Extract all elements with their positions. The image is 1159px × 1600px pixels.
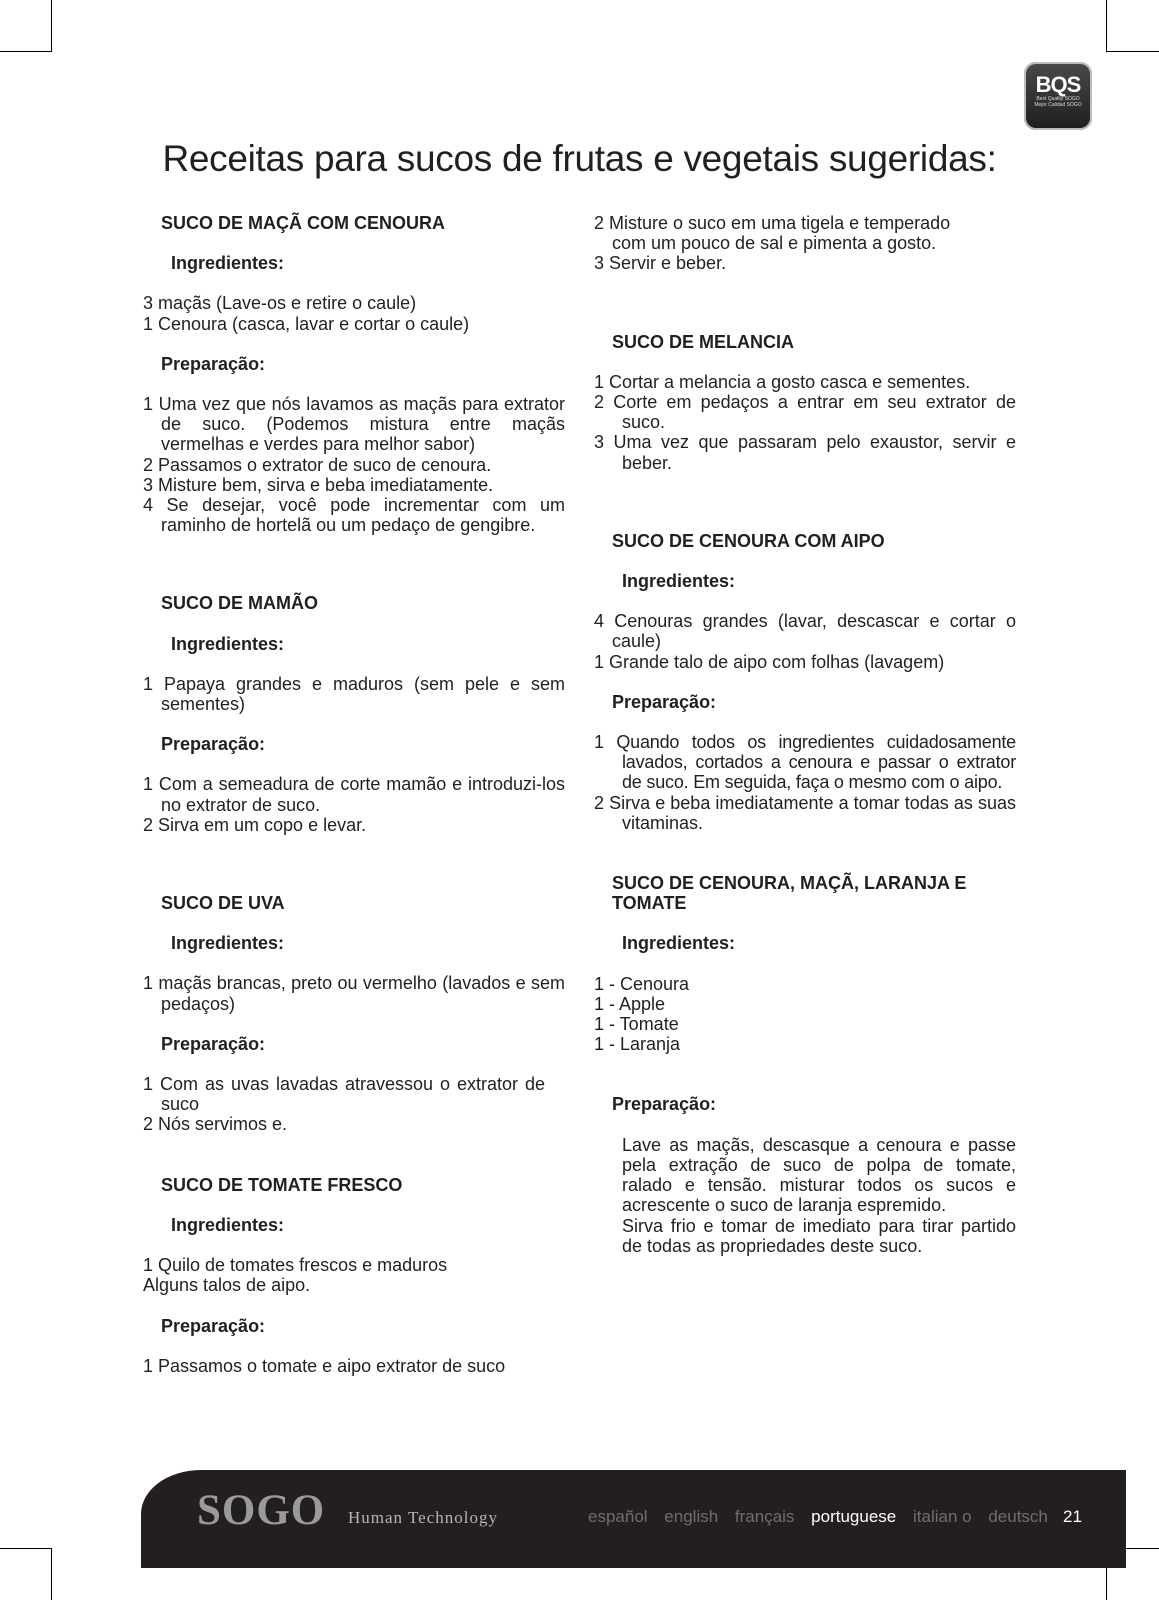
preparation-step: 2 Misture o suco em uma tigela e temperado com um pouco de sal e pimenta a gosto.	[594, 213, 951, 254]
preparation-step: 1 Cortar a melancia a gosto casca e sementes.	[594, 371, 971, 392]
preparation-step: 2 Corte em pedaços a entrar em seu extrator de suco.	[594, 392, 1016, 433]
preparation-step: 2 Passamos o extrator de suco de cenoura.	[143, 454, 492, 475]
ingredients-heading: Ingredientes:	[622, 933, 736, 954]
bqs-logo-text: BQS	[1035, 72, 1081, 97]
sogo-logo: SOGO	[197, 1487, 326, 1534]
preparation-heading: Preparação:	[161, 1033, 266, 1054]
left-column	[143, 213, 565, 1376]
preparation-heading: Preparação:	[612, 691, 717, 712]
language-en: english	[664, 1507, 719, 1526]
language-it: italian o	[912, 1507, 972, 1526]
ingredients-heading: Ingredientes:	[622, 571, 736, 592]
ingredient-item: 1 - Apple	[594, 993, 666, 1014]
preparation-step: 1 Uma vez que nós lavamos as maçãs para extrator de suco. (Podemos mistura entre maçãs vermelhas e verdes para melhor sabor)	[143, 394, 565, 455]
ingredient-item: 1 - Cenoura	[594, 973, 690, 994]
preparation-step: 1 Com a semeadura de corte mamão e introduzi-los no extrator de suco.	[143, 774, 565, 815]
recipe-title: SUCO DE TOMATE FRESCO	[161, 1174, 403, 1195]
preparation-heading: Preparação:	[161, 734, 266, 755]
language-list	[588, 1507, 1060, 1527]
ingredient-item: 1 - Laranja	[594, 1034, 681, 1055]
preparation-step: 3 Uma vez que passaram pelo exaustor, servir e beber.	[594, 432, 1016, 473]
recipe-title: SUCO DE UVA	[161, 893, 285, 914]
crop-mark	[0, 1548, 52, 1549]
ingredient-item: 1 - Tomate	[594, 1014, 679, 1035]
crop-mark	[51, 0, 52, 52]
bqs-logo-badge	[1024, 62, 1092, 130]
crop-mark	[0, 51, 52, 52]
footer-bar	[141, 1470, 1126, 1568]
preparation-step: 1 Com as uvas lavadas atravessou o extrator de suco	[143, 1074, 545, 1115]
ingredient-item: 1 maçãs brancas, preto ou vermelho (lavados e sem pedaços)	[143, 973, 565, 1014]
preparation-step: 3 Servir e beber.	[594, 253, 727, 274]
ingredient-item: 1 Papaya grandes e maduros (sem pele e sem sementes)	[143, 673, 565, 715]
bqs-logo-line1: Best Quality SOGO	[1036, 96, 1080, 102]
preparation-heading: Preparação:	[612, 1094, 717, 1115]
recipe-title: SUCO DE MELANCIA	[612, 331, 795, 352]
recipe-title: SUCO DE MAMÃO	[161, 593, 318, 614]
ingredient-item: Alguns talos de aipo.	[143, 1275, 311, 1296]
crop-mark	[1107, 51, 1159, 52]
ingredient-item: 3 maçãs (Lave-os e retire o caule)	[143, 293, 417, 314]
ingredients-heading: Ingredientes:	[171, 253, 285, 274]
ingredients-heading: Ingredientes:	[171, 1214, 285, 1235]
preparation-paragraph: Sirva frio e tomar de imediato para tirar partido de todas as propriedades deste suco.	[622, 1215, 1016, 1256]
ingredient-item: 1 Grande talo de aipo com folhas (lavagem)	[594, 651, 945, 672]
crop-mark	[51, 1548, 52, 1600]
preparation-paragraph: Lave as maçãs, descasque a cenoura e passe pela extração de suco de polpa de tomate, ralado e tensão. misturar todos os sucos e acrescente o suco de laranja espremido.	[622, 1134, 1016, 1216]
recipe-title: SUCO DE CENOURA COM AIPO	[612, 530, 885, 551]
preparation-heading: Preparação:	[161, 1315, 266, 1336]
recipe-title: SUCO DE CENOURA, MAÇÃ, LARANJA E TOMATE	[612, 873, 967, 914]
preparation-step: 2 Sirva e beba imediatamente a tomar todas as suas vitaminas.	[594, 792, 1016, 833]
preparation-step: 3 Misture bem, sirva e beba imediatamente.	[143, 474, 494, 495]
preparation-step: 2 Sirva em um copo e levar.	[143, 814, 367, 835]
preparation-heading: Preparação:	[161, 353, 266, 374]
preparation-step: 1 Passamos o tomate e aipo extrator de suco	[143, 1355, 506, 1376]
language-es: español	[588, 1507, 648, 1526]
ingredient-item: 4 Cenouras grandes (lavar, descascar e cortar o caule)	[594, 611, 1016, 652]
footer-tagline: Human Technology	[348, 1508, 498, 1527]
language-pt: portuguese	[811, 1507, 897, 1526]
crop-mark	[1106, 0, 1107, 52]
ingredients-heading: Ingredientes:	[171, 633, 285, 654]
right-column	[594, 213, 1016, 1256]
ingredient-item: 1 Cenoura (casca, lavar e cortar o caule)	[143, 313, 470, 334]
preparation-step: 4 Se desejar, você pode incrementar com um raminho de hortelã ou um pedaço de gengibre.	[143, 495, 565, 536]
language-fr: français	[734, 1507, 795, 1526]
preparation-step: 2 Nós servimos e.	[143, 1114, 288, 1135]
bqs-logo-line2: Mejor Calidad SOGO	[1034, 102, 1082, 108]
page-title: Receitas para sucos de frutas e vegetais sugeridas:	[162, 138, 997, 179]
ingredient-item: 1 Quilo de tomates frescos e maduros	[143, 1255, 448, 1276]
language-de: deutsch	[988, 1507, 1048, 1526]
ingredients-heading: Ingredientes:	[171, 933, 285, 954]
page-number: 21	[1063, 1507, 1082, 1526]
preparation-step: 1 Quando todos os ingredientes cuidadosamente lavados, cortados a cenoura e passar o extrator de suco. Em seguida, faça o mesmo com o aipo.	[594, 732, 1016, 793]
recipe-title: SUCO DE MAÇÃ COM CENOURA	[161, 213, 446, 233]
